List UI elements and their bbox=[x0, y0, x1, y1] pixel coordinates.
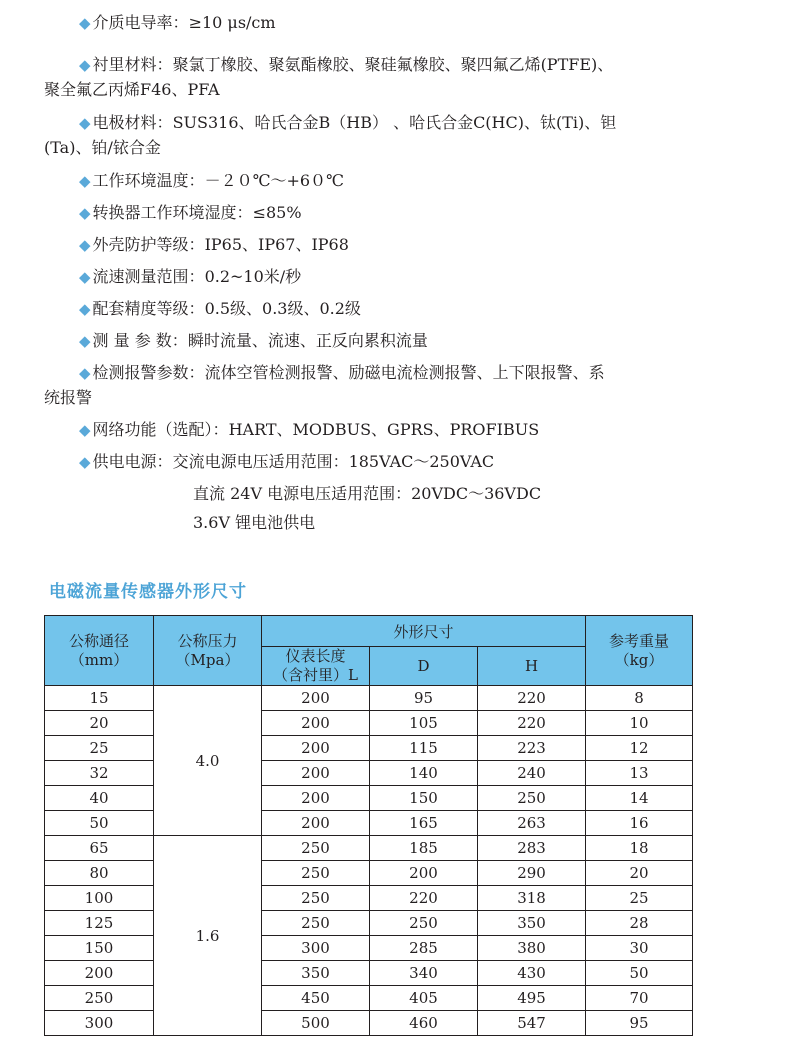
spec-lining-cont: 聚全氟乙丙烯F46、PFA bbox=[44, 80, 220, 99]
cell-length: 200 bbox=[262, 686, 370, 711]
spec-label: 工作环境温度： bbox=[92, 171, 205, 190]
cell-nominal-diameter: 40 bbox=[45, 786, 154, 811]
cell-length: 200 bbox=[262, 711, 370, 736]
cell-h: 283 bbox=[478, 836, 586, 861]
cell-weight: 16 bbox=[586, 811, 693, 836]
cell-d: 250 bbox=[370, 911, 478, 936]
diamond-bullet-icon: ◆ bbox=[79, 172, 91, 190]
cell-nominal-diameter: 100 bbox=[45, 886, 154, 911]
cell-length: 250 bbox=[262, 861, 370, 886]
spec-label: 供电电源： bbox=[92, 452, 173, 471]
spec-protection bbox=[79, 235, 349, 255]
cell-weight: 12 bbox=[586, 736, 693, 761]
spec-measured-params bbox=[79, 331, 428, 351]
diamond-bullet-icon: ◆ bbox=[79, 364, 91, 382]
cell-nominal-diameter: 15 bbox=[45, 686, 154, 711]
cell-d: 285 bbox=[370, 936, 478, 961]
section-title: 电磁流量传感器外形尺寸 bbox=[49, 582, 247, 602]
table-row bbox=[45, 786, 693, 811]
cell-d: 185 bbox=[370, 836, 478, 861]
cell-nominal-diameter: 125 bbox=[45, 911, 154, 936]
cell-h: 495 bbox=[478, 986, 586, 1011]
spec-label: 外壳防护等级： bbox=[92, 235, 205, 254]
cell-weight: 13 bbox=[586, 761, 693, 786]
spec-value: ≥10 μs/cm bbox=[188, 13, 276, 32]
cell-nominal-diameter: 25 bbox=[45, 736, 154, 761]
cell-nominal-pressure: 1.6 bbox=[154, 836, 262, 1036]
cell-d: 150 bbox=[370, 786, 478, 811]
cell-d: 95 bbox=[370, 686, 478, 711]
spec-value: ≤85% bbox=[252, 203, 302, 222]
cell-length: 250 bbox=[262, 911, 370, 936]
spec-label: 转换器工作环境湿度： bbox=[92, 203, 253, 222]
cell-length: 200 bbox=[262, 811, 370, 836]
cell-length: 350 bbox=[262, 961, 370, 986]
cell-length: 200 bbox=[262, 736, 370, 761]
cell-weight: 10 bbox=[586, 711, 693, 736]
spec-value: －２０℃～+6０℃ bbox=[204, 171, 344, 190]
cell-length: 250 bbox=[262, 836, 370, 861]
cell-length: 200 bbox=[262, 786, 370, 811]
cell-h: 350 bbox=[478, 911, 586, 936]
cell-length: 200 bbox=[262, 761, 370, 786]
cell-weight: 28 bbox=[586, 911, 693, 936]
cell-d: 140 bbox=[370, 761, 478, 786]
cell-length: 450 bbox=[262, 986, 370, 1011]
table-row bbox=[45, 861, 693, 886]
table-row bbox=[45, 886, 693, 911]
cell-nominal-diameter: 300 bbox=[45, 1011, 154, 1036]
spec-label: 衬里材料： bbox=[92, 55, 173, 74]
cell-weight: 50 bbox=[586, 961, 693, 986]
spec-value: 0.2~10米/秒 bbox=[204, 267, 302, 286]
spec-electrode-cont: (Ta)、铂/铱合金 bbox=[44, 138, 161, 157]
cell-h: 290 bbox=[478, 861, 586, 886]
diamond-bullet-icon: ◆ bbox=[79, 332, 91, 350]
table-row bbox=[45, 986, 693, 1011]
diamond-bullet-icon: ◆ bbox=[79, 421, 91, 439]
cell-d: 200 bbox=[370, 861, 478, 886]
cell-weight: 8 bbox=[586, 686, 693, 711]
cell-weight: 18 bbox=[586, 836, 693, 861]
header-length: 仪表长度 （含衬里）L bbox=[262, 647, 370, 686]
cell-h: 223 bbox=[478, 736, 586, 761]
cell-d: 105 bbox=[370, 711, 478, 736]
table-row bbox=[45, 761, 693, 786]
diamond-bullet-icon: ◆ bbox=[79, 268, 91, 286]
table-row bbox=[45, 911, 693, 936]
spec-label: 电极材料： bbox=[92, 113, 173, 132]
spec-alarms bbox=[79, 363, 605, 383]
cell-weight: 95 bbox=[586, 1011, 693, 1036]
table-row bbox=[45, 1011, 693, 1036]
cell-d: 405 bbox=[370, 986, 478, 1011]
header-weight: 参考重量 （kg） bbox=[586, 616, 693, 686]
cell-nominal-diameter: 250 bbox=[45, 986, 154, 1011]
header-h: H bbox=[478, 647, 586, 686]
cell-weight: 20 bbox=[586, 861, 693, 886]
cell-weight: 30 bbox=[586, 936, 693, 961]
diamond-bullet-icon: ◆ bbox=[79, 56, 91, 74]
table-row bbox=[45, 836, 693, 861]
spec-power bbox=[79, 452, 494, 472]
spec-value: 瞬时流量、流速、正反向累积流量 bbox=[187, 331, 428, 350]
cell-length: 250 bbox=[262, 886, 370, 911]
header-nominal-pressure: 公称压力 （Mpa） bbox=[154, 616, 262, 686]
spec-power-battery: 3.6V 锂电池供电 bbox=[193, 513, 316, 532]
cell-nominal-diameter: 150 bbox=[45, 936, 154, 961]
spec-lining bbox=[79, 55, 613, 75]
diamond-bullet-icon: ◆ bbox=[79, 236, 91, 254]
spec-conductivity bbox=[79, 13, 276, 33]
cell-h: 250 bbox=[478, 786, 586, 811]
diamond-bullet-icon: ◆ bbox=[79, 453, 91, 471]
spec-ambient-temp bbox=[79, 171, 344, 191]
spec-value: IP65、IP67、IP68 bbox=[204, 235, 349, 254]
cell-d: 340 bbox=[370, 961, 478, 986]
table-row bbox=[45, 711, 693, 736]
spec-value: 0.5级、0.3级、0.2级 bbox=[204, 299, 361, 318]
cell-nominal-diameter: 50 bbox=[45, 811, 154, 836]
spec-value: 流体空管检测报警、励磁电流检测报警、上下限报警、系 bbox=[204, 363, 605, 382]
diamond-bullet-icon: ◆ bbox=[79, 14, 91, 32]
spec-electrode bbox=[79, 113, 616, 133]
spec-label: 检测报警参数： bbox=[92, 363, 205, 382]
table-row bbox=[45, 736, 693, 761]
spec-power-dc: 直流 24V 电源电压适用范围：20VDC～36VDC bbox=[193, 484, 542, 503]
cell-d: 220 bbox=[370, 886, 478, 911]
cell-h: 318 bbox=[478, 886, 586, 911]
table-row bbox=[45, 961, 693, 986]
diamond-bullet-icon: ◆ bbox=[79, 204, 91, 222]
spec-humidity bbox=[79, 203, 302, 223]
cell-h: 430 bbox=[478, 961, 586, 986]
spec-label: 介质电导率： bbox=[92, 13, 189, 32]
spec-label: 测 量 参 数： bbox=[92, 331, 188, 350]
cell-nominal-diameter: 32 bbox=[45, 761, 154, 786]
spec-value: 交流电源电压适用范围：185VAC～250VAC bbox=[172, 452, 495, 471]
cell-nominal-diameter: 20 bbox=[45, 711, 154, 736]
spec-value: 聚氯丁橡胶、聚氨酯橡胶、聚硅氟橡胶、聚四氟乙烯(PTFE)、 bbox=[172, 55, 614, 74]
header-nominal-diameter: 公称通径 （mm） bbox=[45, 616, 154, 686]
cell-nominal-diameter: 65 bbox=[45, 836, 154, 861]
cell-h: 547 bbox=[478, 1011, 586, 1036]
spec-network bbox=[79, 420, 539, 440]
cell-h: 240 bbox=[478, 761, 586, 786]
cell-d: 460 bbox=[370, 1011, 478, 1036]
table-row bbox=[45, 686, 693, 711]
table-row bbox=[45, 936, 693, 961]
cell-h: 263 bbox=[478, 811, 586, 836]
diamond-bullet-icon: ◆ bbox=[79, 300, 91, 318]
spec-label: 网络功能（选配）： bbox=[92, 420, 229, 439]
spec-label: 流速测量范围： bbox=[92, 267, 205, 286]
header-d: D bbox=[370, 647, 478, 686]
cell-d: 165 bbox=[370, 811, 478, 836]
spec-alarms-cont: 统报警 bbox=[44, 388, 93, 407]
cell-length: 300 bbox=[262, 936, 370, 961]
cell-nominal-pressure: 4.0 bbox=[154, 686, 262, 836]
spec-value: SUS316、哈氏合金B（HB） 、哈氏合金C(HC)、钛(Ti)、钽 bbox=[172, 113, 617, 132]
cell-weight: 25 bbox=[586, 886, 693, 911]
spec-label: 配套精度等级： bbox=[92, 299, 205, 318]
cell-weight: 70 bbox=[586, 986, 693, 1011]
header-dimensions: 外形尺寸 bbox=[262, 616, 586, 647]
dimensions-table-body bbox=[45, 686, 693, 1036]
spec-flow-range bbox=[79, 267, 301, 287]
cell-nominal-diameter: 200 bbox=[45, 961, 154, 986]
cell-h: 220 bbox=[478, 686, 586, 711]
cell-h: 380 bbox=[478, 936, 586, 961]
spec-value: HART、MODBUS、GPRS、PROFIBUS bbox=[228, 420, 540, 439]
cell-d: 115 bbox=[370, 736, 478, 761]
dimensions-table bbox=[44, 615, 693, 1036]
cell-nominal-diameter: 80 bbox=[45, 861, 154, 886]
diamond-bullet-icon: ◆ bbox=[79, 114, 91, 132]
cell-length: 500 bbox=[262, 1011, 370, 1036]
cell-weight: 14 bbox=[586, 786, 693, 811]
table-row bbox=[45, 811, 693, 836]
spec-accuracy bbox=[79, 299, 361, 319]
cell-h: 220 bbox=[478, 711, 586, 736]
